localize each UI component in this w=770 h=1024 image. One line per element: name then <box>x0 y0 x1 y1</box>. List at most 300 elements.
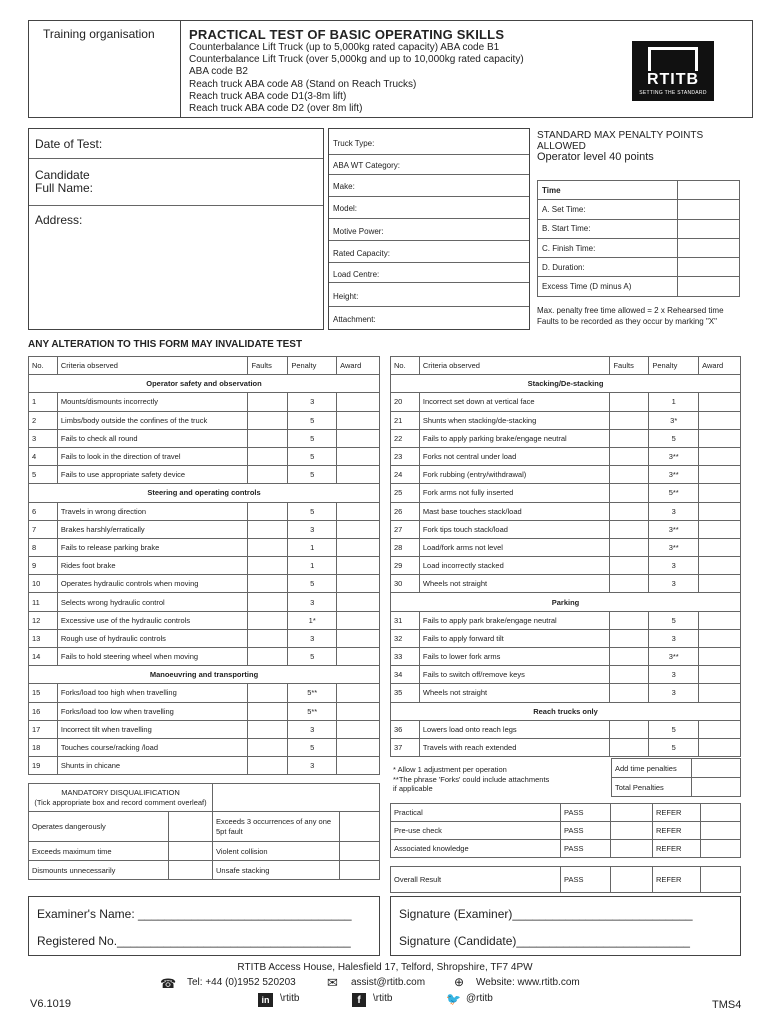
faults-cell[interactable] <box>610 393 649 411</box>
award-cell[interactable] <box>699 738 741 756</box>
results-table <box>390 803 741 858</box>
criteria-text: Selects wrong hydraulic control <box>57 593 248 611</box>
result-blank <box>611 840 653 858</box>
award-cell[interactable] <box>699 429 741 447</box>
award-cell[interactable] <box>337 520 380 538</box>
examiner-signature-field[interactable]: Signature (Examiner)___________________________ <box>399 907 693 921</box>
faults-cell[interactable] <box>248 648 288 666</box>
criteria-row <box>391 502 741 520</box>
award-cell[interactable] <box>337 593 380 611</box>
criteria-text: Travels in wrong direction <box>57 502 248 520</box>
criteria-row <box>29 447 380 465</box>
criteria-row <box>29 757 380 775</box>
award-cell[interactable] <box>699 466 741 484</box>
award-cell[interactable] <box>337 538 380 556</box>
penalty-value: 3 <box>649 557 699 575</box>
overall-result-table <box>390 866 741 893</box>
faults-cell[interactable] <box>248 684 288 702</box>
criteria-number: 22 <box>391 429 420 447</box>
criteria-row <box>391 738 741 756</box>
penalty-value: 3** <box>649 466 699 484</box>
result-preuse-label: Pre-use check <box>391 822 561 840</box>
full-name-label: Full Name: <box>35 181 94 195</box>
logo-wordmark: RTITB <box>646 71 700 88</box>
award-cell[interactable] <box>699 447 741 465</box>
disq-checkbox[interactable] <box>169 861 213 880</box>
criteria-text: Fails to hold steering wheel when moving <box>57 648 248 666</box>
penalty-value: 3 <box>649 666 699 684</box>
criteria-number: 8 <box>29 538 58 556</box>
candidate-signature-field[interactable]: Signature (Candidate)__________________________ <box>399 934 690 948</box>
criteria-row <box>391 575 741 593</box>
criteria-text: Rough use of hydraulic controls <box>57 629 248 647</box>
set-time-input[interactable] <box>678 200 740 219</box>
faults-cell[interactable] <box>248 611 288 629</box>
faults-cell[interactable] <box>248 702 288 720</box>
penalty-value: 5 <box>288 575 337 593</box>
result-blank <box>701 822 741 840</box>
faults-cell[interactable] <box>248 593 288 611</box>
faults-cell[interactable] <box>610 720 649 738</box>
criteria-row <box>391 648 741 666</box>
truck-code-line: Counterbalance Lift Truck (up to 5,000kg rated capacity) ABA code B1 <box>189 42 500 53</box>
globe-icon: ⊕ <box>454 975 465 989</box>
criteria-number: 10 <box>29 575 58 593</box>
section-heading: Manoeuvring and transporting <box>29 666 380 684</box>
overall-blank <box>701 867 741 893</box>
aba-category-field[interactable]: ABA WT Category: <box>329 155 529 175</box>
award-cell[interactable] <box>337 575 380 593</box>
training-organisation-label: Training organisation <box>29 21 181 117</box>
footer-website[interactable]: Website: www.rtitb.com <box>476 977 580 988</box>
award-cell[interactable] <box>337 629 380 647</box>
faults-cell[interactable] <box>610 557 649 575</box>
criteria-text: Shunts when stacking/de-stacking <box>419 411 610 429</box>
award-cell[interactable] <box>337 411 380 429</box>
start-time-label: B. Start Time: <box>538 219 678 238</box>
criteria-number: 19 <box>29 757 58 775</box>
criteria-text: Fails to apply forward tilt <box>419 629 610 647</box>
criteria-text: Travels with reach extended <box>419 738 610 756</box>
award-cell[interactable] <box>699 666 741 684</box>
criteria-number: 21 <box>391 411 420 429</box>
criteria-row <box>391 484 741 502</box>
award-cell[interactable] <box>699 411 741 429</box>
penalty-value: 5 <box>288 429 337 447</box>
footnote-line: **The phrase 'Forks' could include attachments <box>393 774 550 784</box>
result-blank <box>701 804 741 822</box>
faults-cell[interactable] <box>248 466 288 484</box>
disq-dismounts-unnecessarily: Dismounts unnecessarily <box>29 861 169 880</box>
time-header: Time <box>538 181 678 200</box>
criteria-text: Incorrect set down at vertical face <box>419 393 610 411</box>
footnote-line: * Allow 1 adjustment per operation <box>393 765 507 774</box>
award-cell[interactable] <box>337 702 380 720</box>
footer-tel: Tel: +44 (0)1952 520203 <box>187 977 296 988</box>
criteria-row <box>391 557 741 575</box>
criteria-row <box>29 629 380 647</box>
col-no: No. <box>29 357 58 375</box>
section-row <box>29 375 380 393</box>
award-cell[interactable] <box>337 611 380 629</box>
award-cell[interactable] <box>699 648 741 666</box>
overall-refer[interactable]: REFER <box>653 867 701 893</box>
award-cell[interactable] <box>337 720 380 738</box>
criteria-number: 16 <box>29 702 58 720</box>
faults-cell[interactable] <box>610 520 649 538</box>
footer-facebook[interactable]: \rtitb <box>373 993 393 1004</box>
penalty-value: 3 <box>649 684 699 702</box>
date-of-test-label: Date of Test: <box>35 137 103 151</box>
penalty-value: 3 <box>288 593 337 611</box>
attachment-field[interactable]: Attachment: <box>333 315 376 324</box>
criteria-row <box>29 575 380 593</box>
criteria-text: Brakes harshly/erratically <box>57 520 248 538</box>
criteria-number: 35 <box>391 684 420 702</box>
height-field[interactable]: Height: <box>329 283 529 307</box>
mandatory-subtitle: (Tick appropriate box and record comment overleaf) <box>34 797 207 807</box>
email-icon: ✉ <box>327 975 338 990</box>
criteria-text: Fails to switch off/remove keys <box>419 666 610 684</box>
penalty-value: 3 <box>288 393 337 411</box>
logo-frame-icon <box>648 47 698 71</box>
criteria-number: 34 <box>391 666 420 684</box>
award-cell[interactable] <box>699 629 741 647</box>
section-row <box>29 666 380 684</box>
faults-cell[interactable] <box>248 538 288 556</box>
version-code: V6.1019 <box>30 998 71 1010</box>
award-cell[interactable] <box>337 684 380 702</box>
criteria-number: 1 <box>29 393 58 411</box>
disq-exceeds-occurrences: Exceeds 3 occurrences of any one 5pt fault <box>213 812 340 842</box>
faults-cell[interactable] <box>610 411 649 429</box>
penalty-value: 5 <box>288 466 337 484</box>
faults-cell[interactable] <box>248 720 288 738</box>
faults-cell[interactable] <box>610 611 649 629</box>
result-refer[interactable]: REFER <box>653 822 701 840</box>
rated-capacity-field[interactable]: Rated Capacity: <box>329 241 529 263</box>
col-penalty: Penalty <box>649 357 699 375</box>
faults-cell[interactable] <box>248 575 288 593</box>
faults-cell[interactable] <box>610 484 649 502</box>
finish-time-label: C. Finish Time: <box>538 238 678 257</box>
criteria-text: Limbs/body outside the confines of the truck <box>57 411 248 429</box>
criteria-text: Load incorrectly stacked <box>419 557 610 575</box>
criteria-number: 6 <box>29 502 58 520</box>
penalty-value: 3** <box>649 447 699 465</box>
award-cell[interactable] <box>699 575 741 593</box>
faults-cell[interactable] <box>248 557 288 575</box>
faults-cell[interactable] <box>610 538 649 556</box>
criteria-text: Forks/load too low when travelling <box>57 702 248 720</box>
award-cell[interactable] <box>699 720 741 738</box>
criteria-text: Fork tips touch stack/load <box>419 520 610 538</box>
truck-code-line: ABA code B2 <box>189 66 248 78</box>
add-time-penalties-input[interactable] <box>692 759 741 778</box>
penalty-value: 3 <box>649 575 699 593</box>
criteria-row <box>391 611 741 629</box>
make-field[interactable]: Make: <box>329 175 529 197</box>
col-faults: Faults <box>610 357 649 375</box>
truck-type-field[interactable]: Truck Type: <box>329 129 529 155</box>
criteria-text: Mounts/dismounts incorrectly <box>57 393 248 411</box>
result-knowledge-label: Associated knowledge <box>391 840 561 858</box>
excess-time-label: Excess Time (D minus A) <box>538 277 678 296</box>
criteria-text: Lowers load onto reach legs <box>419 720 610 738</box>
start-time-input[interactable] <box>678 219 740 238</box>
truck-code-line: Reach truck ABA code D1(3-8m lift) <box>189 90 347 102</box>
award-cell[interactable] <box>337 502 380 520</box>
criteria-row <box>29 684 380 702</box>
criteria-number: 24 <box>391 466 420 484</box>
penalty-totals <box>611 758 741 797</box>
finish-time-input[interactable] <box>678 238 740 257</box>
motive-power-field[interactable]: Motive Power: <box>329 219 529 241</box>
section-row <box>391 593 741 611</box>
faults-cell[interactable] <box>610 447 649 465</box>
faults-cell[interactable] <box>610 429 649 447</box>
criteria-text: Mast base touches stack/load <box>419 502 610 520</box>
candidate-label: Candidate <box>35 168 90 182</box>
footer-twitter[interactable]: @rtitb <box>466 993 493 1004</box>
award-cell[interactable] <box>699 484 741 502</box>
disq-checkbox[interactable] <box>169 812 213 842</box>
examiner-box <box>28 896 380 956</box>
faults-cell[interactable] <box>610 666 649 684</box>
phone-icon: ☎ <box>160 976 177 991</box>
penalty-value: 1 <box>288 538 337 556</box>
criteria-text: Incorrect tilt when travelling <box>57 720 248 738</box>
penalty-value: 3 <box>649 502 699 520</box>
form-title: PRACTICAL TEST OF BASIC OPERATING SKILLS <box>189 27 505 42</box>
penalty-value: 3 <box>288 629 337 647</box>
penalty-value: 5 <box>288 648 337 666</box>
faults-cell[interactable] <box>610 629 649 647</box>
faults-cell[interactable] <box>248 520 288 538</box>
criteria-row <box>391 447 741 465</box>
penalty-value: 3 <box>288 520 337 538</box>
award-cell[interactable] <box>699 611 741 629</box>
penalty-value: 3 <box>288 757 337 775</box>
overall-blank <box>611 867 653 893</box>
criteria-number: 15 <box>29 684 58 702</box>
result-pass[interactable]: PASS <box>561 804 611 822</box>
footer-linkedin[interactable]: \rtitb <box>280 993 300 1004</box>
col-criteria: Criteria observed <box>419 357 610 375</box>
award-cell[interactable] <box>337 648 380 666</box>
disq-checkbox[interactable] <box>169 842 213 861</box>
criteria-number: 20 <box>391 393 420 411</box>
model-field[interactable]: Model: <box>329 197 529 219</box>
penalty-value: 1 <box>649 393 699 411</box>
criteria-text: Fails to apply park brake/engage neutral <box>419 611 610 629</box>
col-award: Award <box>699 357 741 375</box>
award-cell[interactable] <box>699 684 741 702</box>
mandatory-disqualification <box>28 783 380 880</box>
form-code: TMS4 <box>712 999 742 1011</box>
faults-cell[interactable] <box>248 738 288 756</box>
overall-pass[interactable]: PASS <box>561 867 611 893</box>
result-refer[interactable]: REFER <box>653 840 701 858</box>
address-label: Address: <box>35 213 83 227</box>
result-pass[interactable]: PASS <box>561 840 611 858</box>
penalty-value: 5 <box>649 720 699 738</box>
penalty-value: 5** <box>649 484 699 502</box>
section-heading: Operator safety and observation <box>29 375 380 393</box>
criteria-number: 37 <box>391 738 420 756</box>
faults-cell[interactable] <box>610 738 649 756</box>
disq-checkbox[interactable] <box>340 842 380 861</box>
criteria-row <box>29 593 380 611</box>
criteria-text: Fails to look in the direction of travel <box>57 447 248 465</box>
standard-penalty-info <box>537 130 747 163</box>
penalty-value: 5** <box>288 702 337 720</box>
load-centre-field[interactable]: Load Centre: <box>329 263 529 283</box>
note-line: Max. penalty free time allowed = 2 x Rehearsed time <box>537 306 724 315</box>
award-cell[interactable] <box>337 466 380 484</box>
criteria-row <box>29 720 380 738</box>
section-heading: Steering and operating controls <box>29 484 380 502</box>
disq-checkbox[interactable] <box>340 812 380 842</box>
criteria-row <box>29 429 380 447</box>
header-main <box>189 27 589 115</box>
criteria-row <box>391 538 741 556</box>
criteria-row <box>391 393 741 411</box>
criteria-text: Fork arms not fully inserted <box>419 484 610 502</box>
max-penalty-note <box>537 305 752 327</box>
faults-cell[interactable] <box>248 757 288 775</box>
result-blank <box>701 840 741 858</box>
award-cell[interactable] <box>337 557 380 575</box>
criteria-row <box>391 466 741 484</box>
section-row <box>29 484 380 502</box>
criteria-number: 2 <box>29 411 58 429</box>
criteria-number: 14 <box>29 648 58 666</box>
criteria-text: Fork rubbing (entry/withdrawal) <box>419 466 610 484</box>
time-header-blank <box>678 181 740 200</box>
award-cell[interactable] <box>699 520 741 538</box>
facebook-icon: f <box>352 993 366 1007</box>
time-table <box>537 180 740 297</box>
examiner-name-field[interactable]: Examiner's Name: ________________________________ <box>37 907 352 921</box>
faults-cell[interactable] <box>248 629 288 647</box>
truck-code-line: Counterbalance Lift Truck (over 5,000kg and up to 10,000kg rated capacity) <box>189 54 524 66</box>
criteria-number: 28 <box>391 538 420 556</box>
criteria-text: Wheels not straight <box>419 684 610 702</box>
footnote <box>393 765 611 794</box>
faults-cell[interactable] <box>248 447 288 465</box>
criteria-text: Touches course/racking /load <box>57 738 248 756</box>
award-cell[interactable] <box>699 502 741 520</box>
section-heading: Parking <box>391 593 741 611</box>
mandatory-header-blank <box>213 784 380 812</box>
duration-label: D. Duration: <box>538 258 678 277</box>
faults-cell[interactable] <box>248 393 288 411</box>
faults-cell[interactable] <box>610 684 649 702</box>
award-cell[interactable] <box>337 447 380 465</box>
criteria-row <box>391 684 741 702</box>
faults-cell[interactable] <box>610 466 649 484</box>
candidate-name-field[interactable] <box>29 169 323 201</box>
footer-address: RTITB Access House, Halesfield 17, Telford, Shropshire, TF7 4PW <box>237 962 533 973</box>
twitter-icon: 🐦 <box>446 992 461 1006</box>
excess-time-input[interactable] <box>678 277 740 296</box>
duration-input[interactable] <box>678 258 740 277</box>
criteria-number: 13 <box>29 629 58 647</box>
criteria-row <box>29 611 380 629</box>
candidate-details-box <box>28 128 324 330</box>
address-field[interactable] <box>29 205 323 329</box>
penalty-value: 3 <box>649 629 699 647</box>
truck-code-line: Reach truck ABA code A8 (Stand on Reach Trucks) <box>189 78 417 90</box>
registered-no-field[interactable]: Registered No.___________________________________ <box>37 934 351 948</box>
criteria-number: 23 <box>391 447 420 465</box>
penalty-value: 3** <box>649 648 699 666</box>
faults-cell[interactable] <box>610 648 649 666</box>
criteria-row <box>391 520 741 538</box>
footer-email[interactable]: assist@rtitb.com <box>351 977 426 988</box>
criteria-number: 29 <box>391 557 420 575</box>
col-award: Award <box>337 357 380 375</box>
criteria-number: 11 <box>29 593 58 611</box>
criteria-row <box>391 666 741 684</box>
signature-box <box>390 896 741 956</box>
faults-cell[interactable] <box>610 502 649 520</box>
criteria-table-left <box>28 356 380 775</box>
penalty-value: 5 <box>288 411 337 429</box>
criteria-number: 5 <box>29 466 58 484</box>
truck-details-box <box>328 128 530 330</box>
disq-exceeds-max-time: Exceeds maximum time <box>29 842 169 861</box>
criteria-number: 36 <box>391 720 420 738</box>
criteria-row <box>29 538 380 556</box>
date-of-test-field[interactable] <box>29 129 323 159</box>
linkedin-icon: in <box>258 993 273 1007</box>
result-refer[interactable]: REFER <box>653 804 701 822</box>
section-row <box>391 375 741 393</box>
award-cell[interactable] <box>337 738 380 756</box>
criteria-text: Fails to release parking brake <box>57 538 248 556</box>
result-blank <box>611 804 653 822</box>
section-heading: Reach trucks only <box>391 702 741 720</box>
total-penalties-input[interactable] <box>692 778 741 797</box>
award-cell[interactable] <box>337 429 380 447</box>
faults-cell[interactable] <box>248 411 288 429</box>
penalty-value: 5** <box>288 684 337 702</box>
criteria-number: 7 <box>29 520 58 538</box>
overall-result-label: Overall Result <box>391 867 561 893</box>
col-no: No. <box>391 357 420 375</box>
criteria-text: Fails to use appropriate safety device <box>57 466 248 484</box>
logo-tagline: SETTING THE STANDARD <box>639 90 707 96</box>
criteria-row <box>29 648 380 666</box>
result-pass[interactable]: PASS <box>561 822 611 840</box>
disq-checkbox[interactable] <box>340 861 380 880</box>
faults-cell[interactable] <box>248 429 288 447</box>
criteria-text: Fails to lower fork arms <box>419 648 610 666</box>
award-cell[interactable] <box>699 557 741 575</box>
faults-cell[interactable] <box>610 575 649 593</box>
award-cell[interactable] <box>699 538 741 556</box>
award-cell[interactable] <box>699 393 741 411</box>
faults-cell[interactable] <box>248 502 288 520</box>
award-cell[interactable] <box>337 757 380 775</box>
criteria-row <box>29 502 380 520</box>
award-cell[interactable] <box>337 393 380 411</box>
criteria-number: 12 <box>29 611 58 629</box>
truck-code-line: Reach truck ABA code D2 (over 8m lift) <box>189 103 363 115</box>
penalty-value: 3* <box>649 411 699 429</box>
